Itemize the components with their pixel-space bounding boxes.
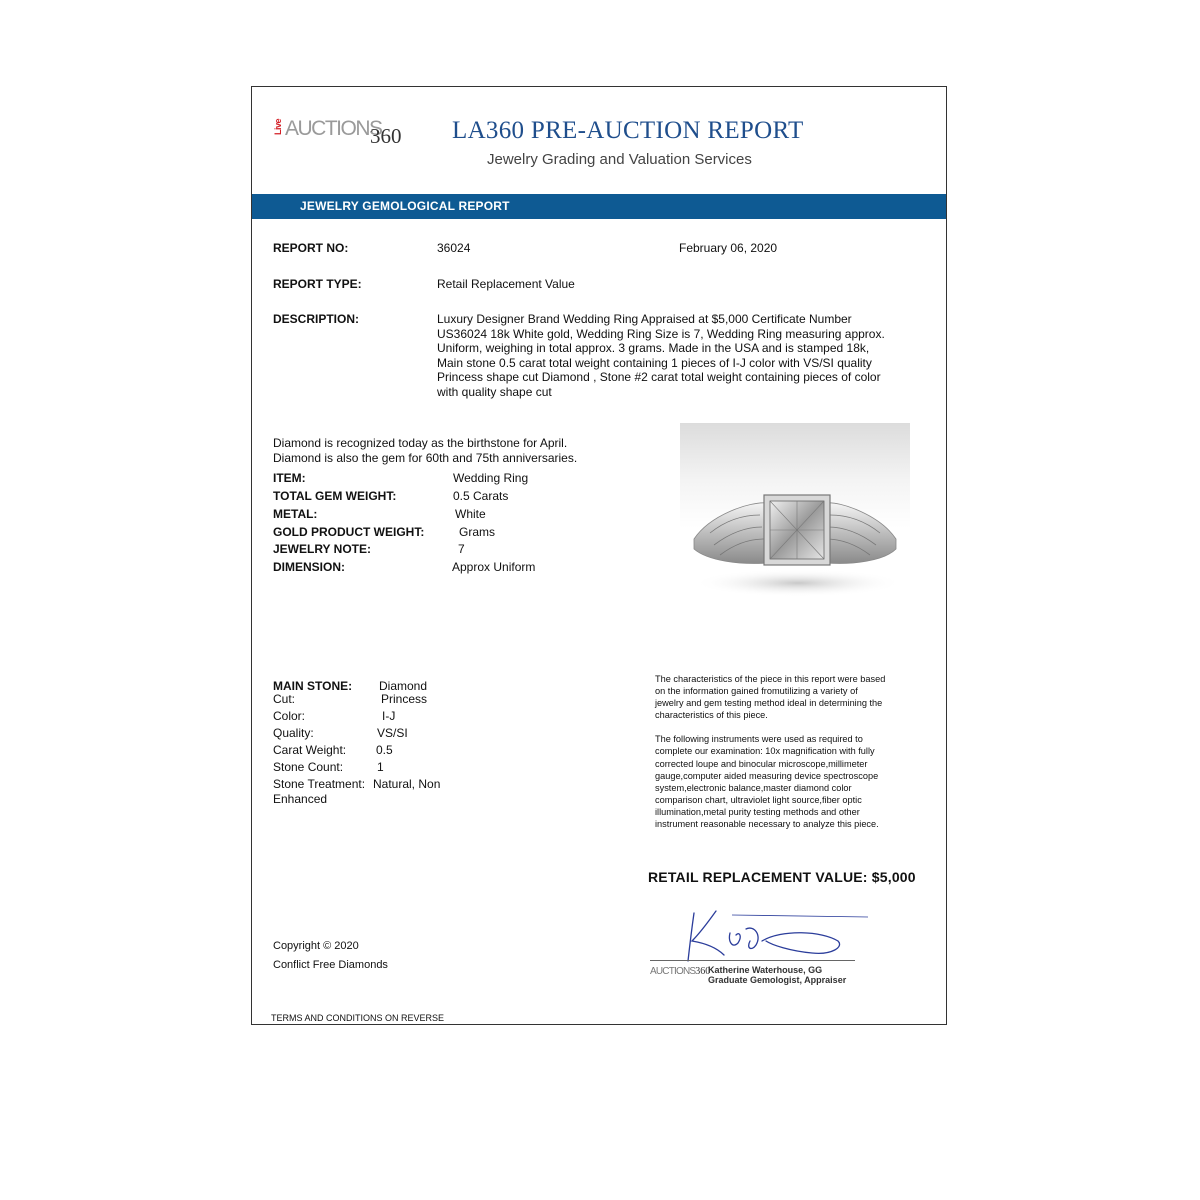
report-type-label: REPORT TYPE: (273, 277, 362, 291)
logo-360-text: 360 (370, 124, 402, 148)
note-line: instrument reasonable necessary to analyze this piece. (655, 819, 879, 830)
note-line: complete our examination: 10x magnification with fully (655, 746, 875, 757)
note-line: on the information gained fromutilizing a variety of (655, 686, 858, 697)
main-stone-label: MAIN STONE: (273, 679, 353, 693)
color-label: Color: (273, 709, 306, 723)
total-gem-weight-value: 0.5 Carats (453, 489, 509, 503)
note-line: gauge,computer aided measuring device spectroscope (655, 770, 879, 781)
birthstone-intro (273, 436, 577, 465)
description-line: Princess shape cut Diamond , Stone #2 carat total weight containing pieces of color (437, 370, 881, 385)
jewelry-note-value: 7 (458, 542, 465, 556)
logo-live-text: Live (273, 119, 283, 136)
terms-notice: TERMS AND CONDITIONS ON REVERSE (271, 1013, 445, 1023)
note-line: The characteristics of the piece in this report were based (655, 674, 886, 684)
report-document (251, 86, 947, 1025)
description-label: DESCRIPTION: (273, 312, 360, 326)
note-line: corrected loupe and binocular microscope,millimeter (655, 758, 868, 769)
note-line: jewelry and gem testing method ideal in determining the (655, 698, 883, 709)
cut-value: Princess (381, 692, 428, 706)
description-text (437, 312, 907, 400)
carat-weight-value: 0.5 (376, 743, 393, 757)
stone-treatment-label: Stone Treatment: (273, 777, 366, 791)
jewelry-note-label: JEWELRY NOTE: (273, 542, 372, 556)
note-line: system,electronic balance,master diamond color (655, 782, 852, 793)
stone-treatment-value: Natural, Non (373, 777, 441, 791)
methodology-notes (655, 673, 915, 830)
report-type-value: Retail Replacement Value (437, 277, 575, 291)
intro-line: Diamond is also the gem for 60th and 75th anniversaries. (273, 450, 578, 465)
report-no-label: REPORT NO: (273, 241, 349, 255)
description-line: Main stone 0.5 carat total weight containing 1 pieces of I-J color with VS/SI quality (437, 355, 872, 370)
appraiser-name: Katherine Waterhouse, GG (708, 965, 823, 975)
note-line: comparison chart, ultraviolet light source,fiber optic (655, 794, 862, 805)
total-gem-weight-label: TOTAL GEM WEIGHT: (273, 489, 397, 503)
appraiser-info (708, 965, 846, 985)
note-line: The following instruments were used as required to (655, 734, 863, 745)
signature-image (672, 905, 872, 967)
ring-illustration (680, 423, 910, 615)
sig-logo-360: 360 (695, 966, 711, 977)
main-stone-value: Diamond (379, 679, 428, 693)
quality-value: VS/SI (377, 726, 408, 740)
gold-weight-label: GOLD PRODUCT WEIGHT: (273, 525, 425, 539)
item-value: Wedding Ring (453, 471, 529, 485)
description-line: Luxury Designer Brand Wedding Ring Appraised at $5,000 Certificate Number (437, 312, 852, 326)
intro-line: Diamond is recognized today as the birthstone for April. (273, 436, 568, 450)
signature-line (650, 960, 855, 961)
stone-count-label: Stone Count: (273, 760, 344, 774)
section-banner (252, 194, 946, 219)
banner-label: JEWELRY GEMOLOGICAL REPORT (300, 199, 510, 213)
report-subtitle: Jewelry Grading and Valuation Services (487, 151, 752, 168)
description-line: with quality shape cut (437, 384, 552, 399)
note-line: illumination,metal purity testing methods and other (655, 806, 860, 817)
quality-label: Quality: (273, 726, 314, 740)
cut-label: Cut: (273, 692, 296, 706)
copyright-text: Copyright © 2020 (273, 940, 359, 952)
item-label: ITEM: (273, 471, 306, 485)
color-value: I-J (382, 709, 396, 723)
ring-photo (680, 423, 910, 615)
sig-logo-auctions: AUCTIONS (650, 966, 696, 977)
metal-value: White (455, 507, 486, 521)
auctions360-logo (273, 117, 413, 149)
report-title: LA360 PRE-AUCTION REPORT (452, 117, 804, 144)
conflict-free-text: Conflict Free Diamonds (273, 959, 388, 971)
dimension-label: DIMENSION: (273, 560, 345, 574)
gold-weight-value: Grams (459, 525, 495, 539)
signature-logo (650, 966, 710, 977)
logo-auctions-text: AUCTIONS (285, 117, 382, 140)
metal-label: METAL: (273, 507, 318, 521)
appraiser-title: Graduate Gemologist, Appraiser (708, 975, 847, 985)
report-no-value: 36024 (437, 241, 471, 255)
report-date: February 06, 2020 (679, 241, 778, 255)
dimension-value: Approx Uniform (452, 560, 536, 574)
stone-treatment-value-cont: Enhanced (273, 792, 328, 806)
retail-replacement-value: RETAIL REPLACEMENT VALUE: $5,000 (648, 869, 916, 885)
stone-count-value: 1 (377, 760, 384, 774)
carat-weight-label: Carat Weight: (273, 743, 347, 757)
note-line: characteristics of this piece. (655, 710, 768, 721)
description-line: US36024 18k White gold, Wedding Ring Size is 7, Wedding Ring measuring approx. (437, 326, 885, 341)
description-line: Uniform, weighing in total approx. 3 grams. Made in the USA and is stamped 18k, (437, 341, 870, 356)
